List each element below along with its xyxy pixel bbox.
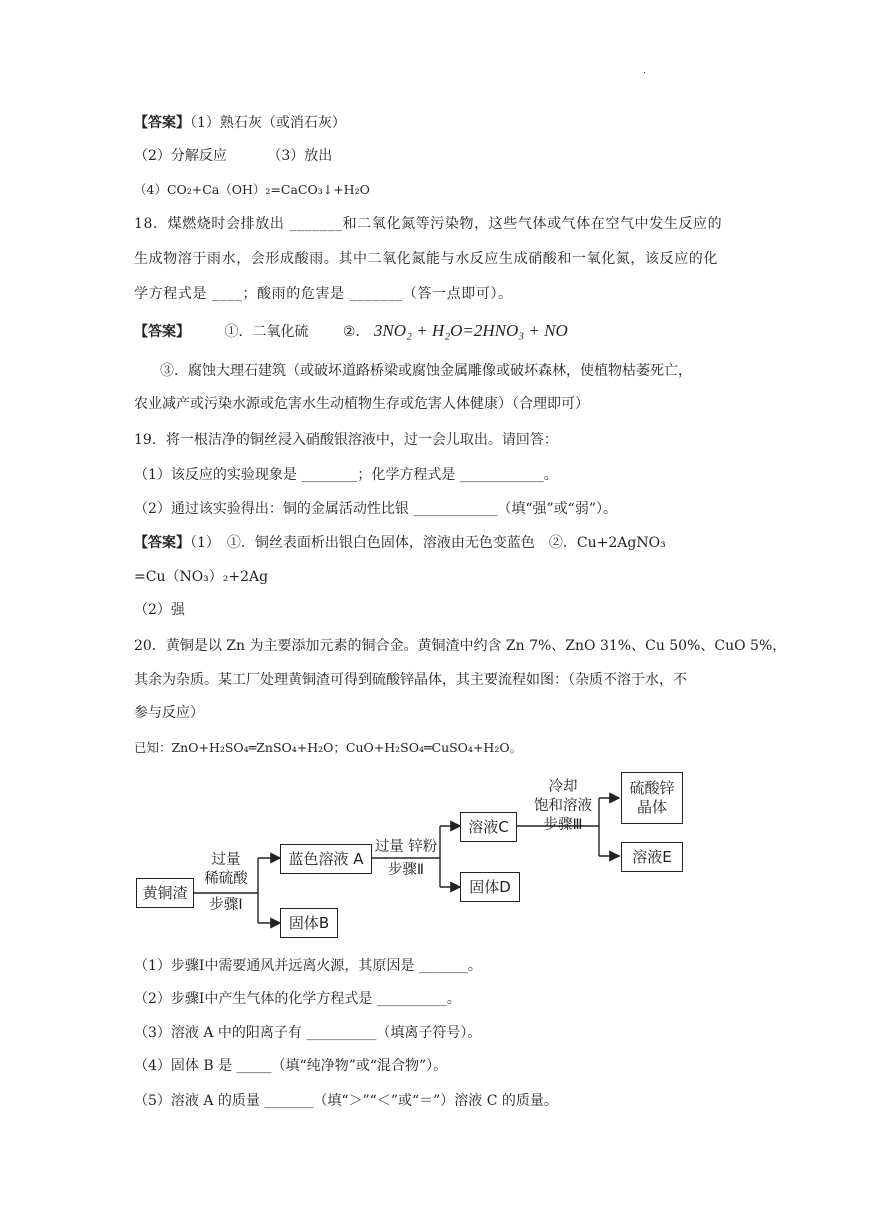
q17-answer-3: （3）放出 <box>267 148 333 164</box>
step1-name: 步骤Ⅰ <box>209 897 243 913</box>
flow-box-solid-b: 固体B <box>280 908 338 938</box>
flow-box-zinc-sulfate-crystal: 硫酸锌 晶体 <box>621 772 683 824</box>
q17-answer-line-1 <box>134 113 346 133</box>
answer-tag: 【答案】 <box>134 535 190 551</box>
page-mark: . <box>643 66 646 76</box>
step2-name: 步骤Ⅱ <box>387 862 425 878</box>
q20-sub-5: （5）溶液 A 的质量 _______（填“＞”“＜”或“＝”）溶液 C 的质量。 <box>134 1093 558 1109</box>
step3-label: 冷却 饱和溶液 步骤Ⅲ <box>534 779 592 833</box>
q19-answer-1b: =Cu（NO₃）₂+2Ag <box>134 569 269 585</box>
answer-tag: 【答案】 <box>134 115 190 131</box>
q20-sub-1: （1）步骤Ⅰ中需要通风并远离火源，其原因是 _______。 <box>134 958 482 974</box>
flow-box-brass-slag: 黄铜渣 <box>136 878 194 908</box>
q20-stem-1: 20．黄铜是以 Zn 为主要添加元素的铜合金。黄铜渣中约含 Zn 7%、ZnO 31%、Cu 50%、CuO 5%， <box>134 638 787 654</box>
q20-stem-2: 其余为杂质。某工厂处理黄铜渣可得到硫酸锌晶体，其主要流程如图：（杂质不溶于水，不 <box>134 672 687 688</box>
q18-answer-line <box>134 321 568 342</box>
process-flow-diagram <box>134 768 694 948</box>
flow-box-solution-c: 溶液C <box>460 812 517 842</box>
q19-stem-1: 19．将一根洁净的铜丝浸入硝酸银溶液中，过一会儿取出。请回答： <box>134 432 558 448</box>
q18-answer-3-line-2: 农业减产或污染水源或危害水生动植物生存或危害人体健康）（合理即可） <box>134 396 589 412</box>
q20-known-equations: 已知：ZnO+H₂SO₄═ZnSO₄+H₂O；CuO+H₂SO₄═CuSO₄+H₂O。 <box>134 740 523 755</box>
q18-equation: 3NO₂ + H₂O=2HNO₃ + NO <box>373 321 568 340</box>
q17-answer-1: （1）熟石灰（或消石灰） <box>190 115 346 131</box>
q17-answer-4: （4）CO₂+Ca（OH）₂=CaCO₃↓+H₂O <box>134 182 370 197</box>
flow-box-solid-d: 固体D <box>460 872 520 902</box>
q20-sub-3: （3）溶液 A 中的阳离子有 __________（填离子符号）。 <box>134 1025 482 1041</box>
step1-label: 过量 稀硫酸 <box>204 852 248 887</box>
q19-answer-line <box>134 533 666 553</box>
q18-answer-1: ①．二氧化硫 <box>224 324 309 340</box>
q19-answer-1: （1） ①．铜丝表面析出银白色固体，溶液由无色变蓝色 ②．Cu+2AgNO₃ <box>190 535 666 551</box>
answer-tag: 【答案】 <box>134 324 190 340</box>
q19-stem-2: （1）该反应的实验现象是 ________；化学方程式是 ____________。 <box>134 467 558 483</box>
q19-stem-3: （2）通过该实验得出：铜的金属活动性比银 ____________（填“强”或“弱”）。 <box>134 501 617 517</box>
q18-stem-2: 生成物溶于雨水，会形成酸雨。其中二氧化氮能与水反应生成硝酸和一氧化氮，该反应的化 <box>134 251 718 267</box>
step2-label: 过量 锌粉 <box>374 839 438 855</box>
q20-sub-2: （2）步骤Ⅰ中产生气体的化学方程式是 __________。 <box>134 991 461 1007</box>
q18-stem-3: 学方程式是 ____；酸雨的危害是 _______（答一点即可）。 <box>134 286 513 302</box>
flow-box-blue-solution-a: 蓝色溶液 A <box>280 844 372 874</box>
q17-answer-2: （2）分解反应 <box>134 148 227 164</box>
q18-answer-2-num: ②． <box>342 324 370 340</box>
q18-stem-1: 18．煤燃烧时会排放出 _______和二氧化氮等污染物，这些气体或气体在空气中发生反应的 <box>134 216 723 232</box>
q17-answer-line-2 <box>134 146 332 166</box>
q19-answer-2: （2）强 <box>134 602 185 618</box>
q18-answer-3-line-1: ③．腐蚀大理石建筑（或破坏道路桥梁或腐蚀金属雕像或破坏森林，使植物枯萎死亡， <box>160 363 692 379</box>
flow-box-solution-e: 溶液E <box>621 842 683 872</box>
q20-sub-4: （4）固体 B 是 _____（填“纯净物”或“混合物”）。 <box>134 1058 448 1074</box>
q20-stem-3: 参与反应） <box>134 705 204 721</box>
